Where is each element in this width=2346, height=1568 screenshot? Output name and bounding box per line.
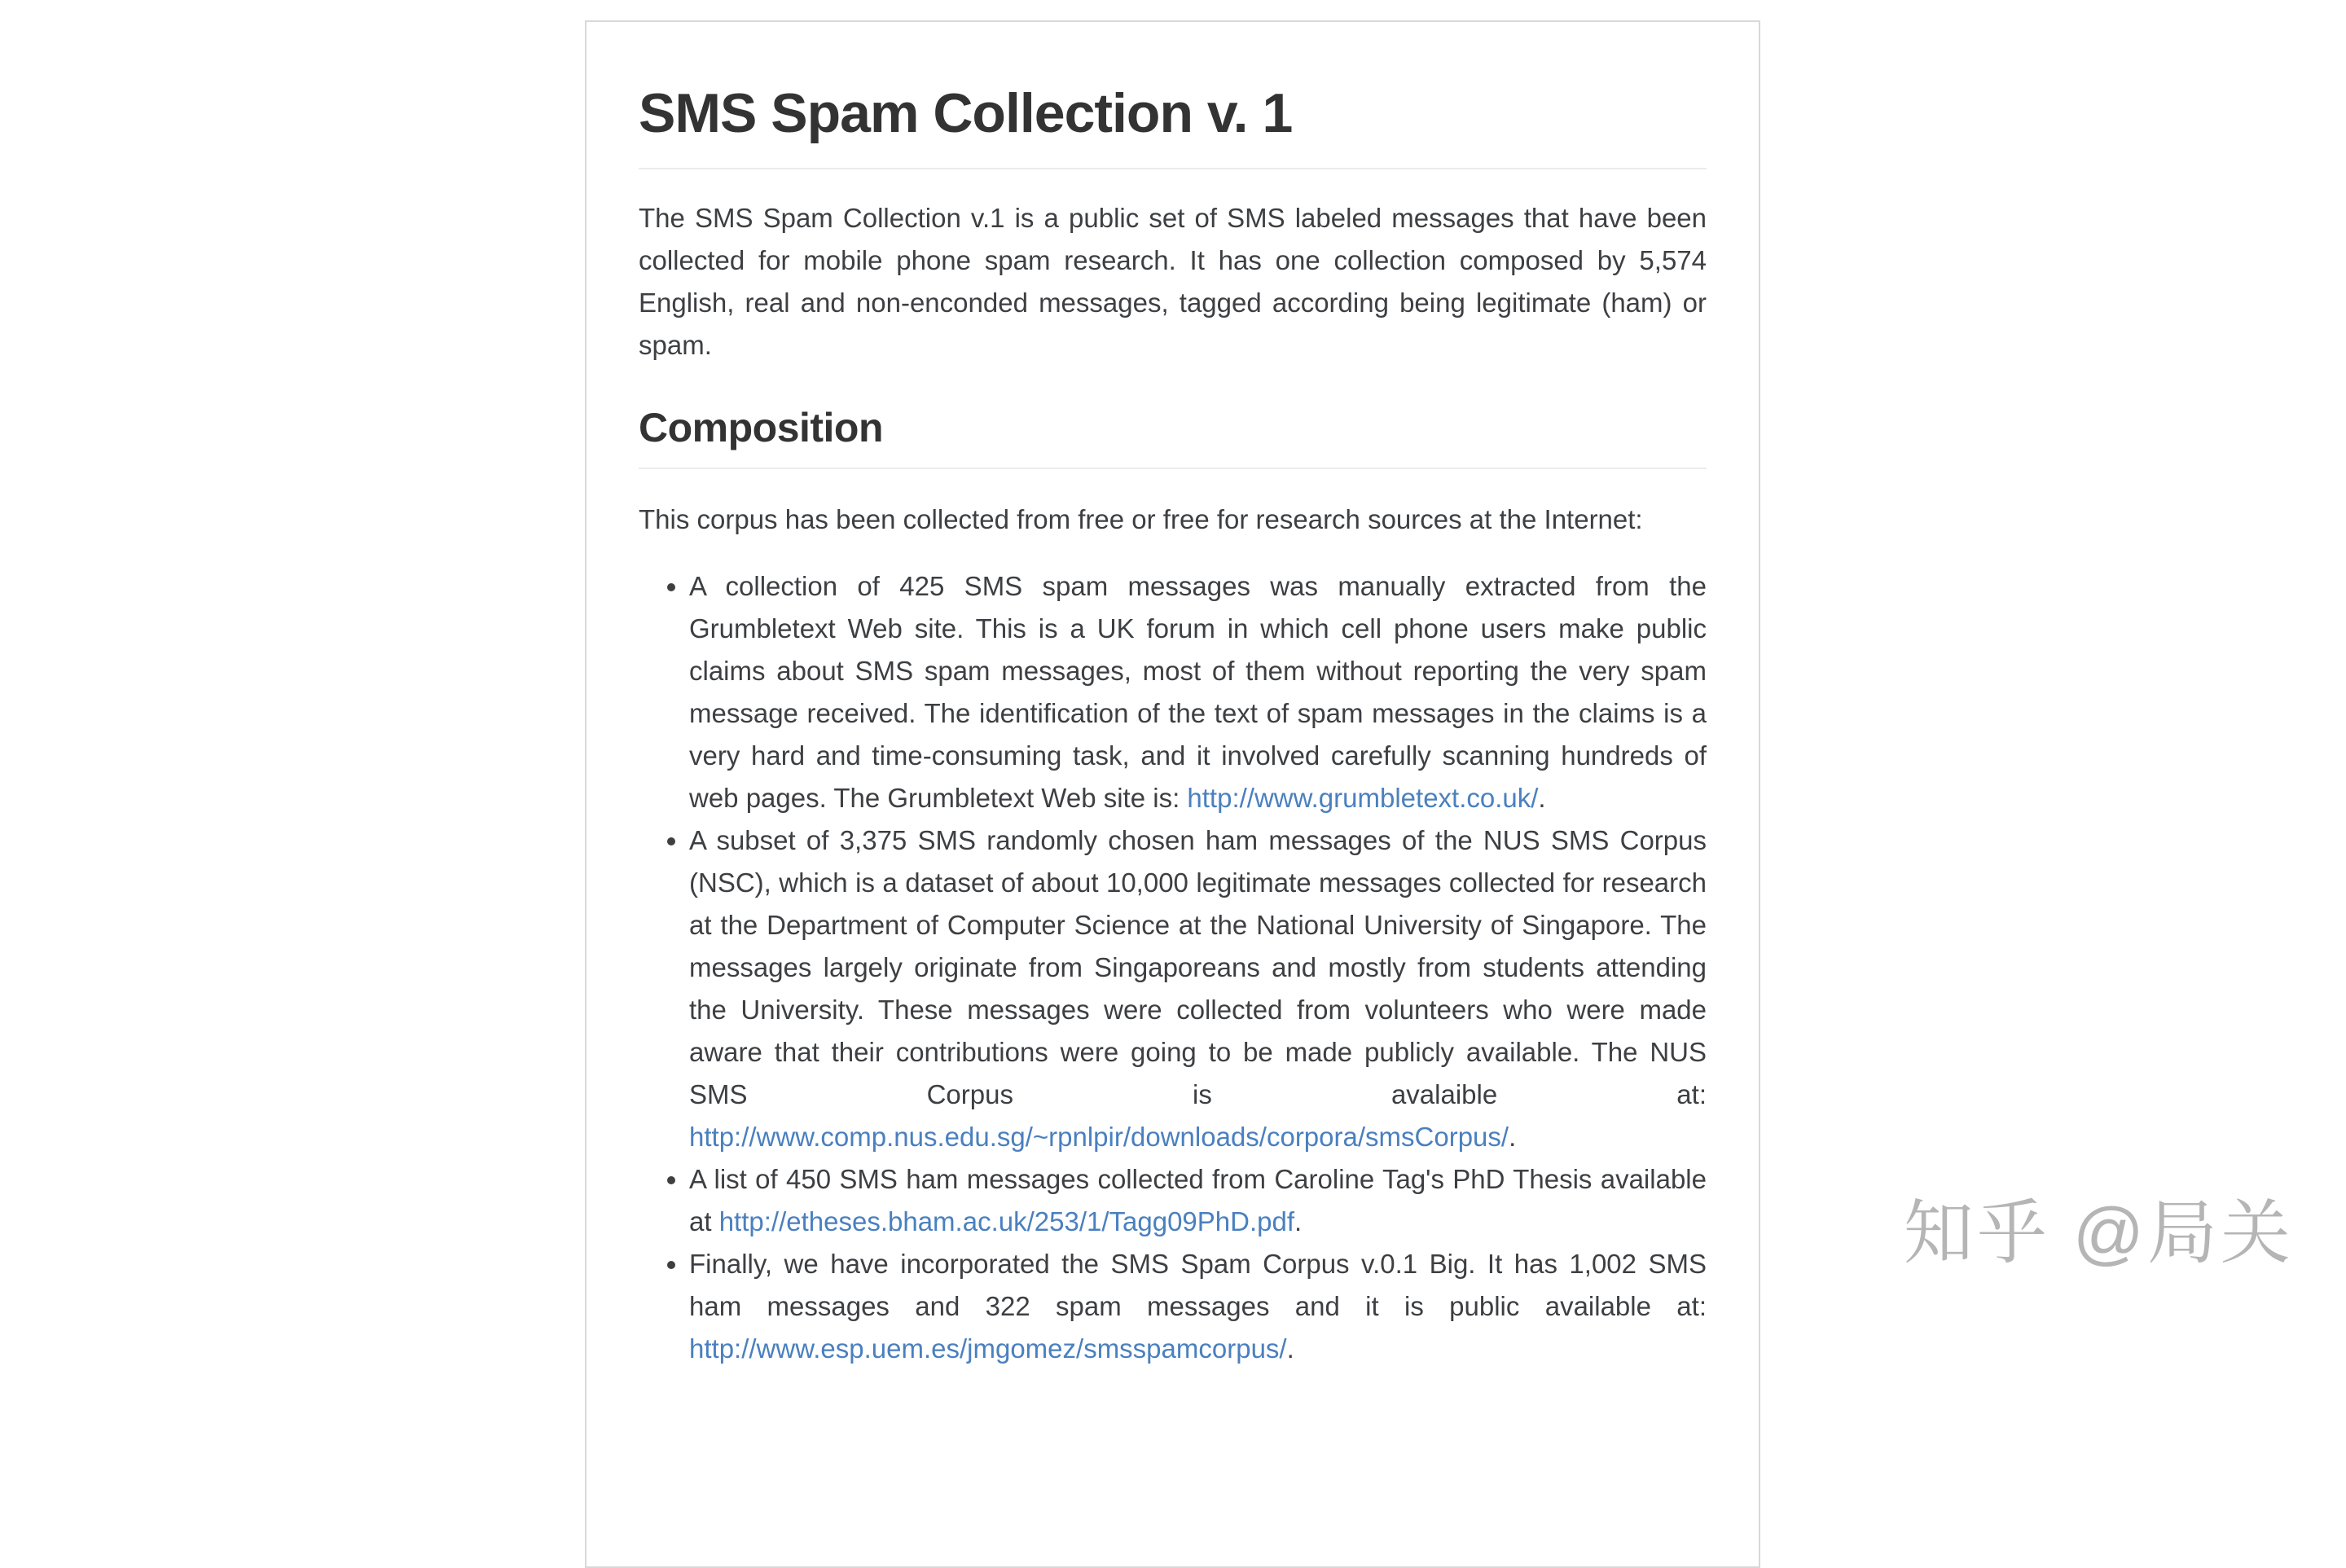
list-item-text: A collection of 425 SMS spam messages was manually extracted from the Grumbletext Web site. This is a UK forum in which cell phone users make public claims about SMS spam messages, most of them without reporting the very spam message received. The identification of the text of spam messages in the claims is a very hard and time-consuming task, and it involved carefully scanning hundreds of web pages. The Grumbletext Web site is: [689, 571, 1707, 813]
list-item-text: A subset of 3,375 SMS randomly chosen ham messages of the NUS SMS Corpus (NSC), which is a dataset of about 10,000 legitimate messages collected for research at the Department of Computer Science at the National University of Singapore. The messages largely originate from Singaporeans and mostly from students attending the University. These messages were collected from volunteers who were made aware that their contributions were going to be made publicly available. The NUS SMS Corpus is avalaible at: [689, 825, 1707, 1109]
source-list [639, 565, 1707, 1370]
composition-intro: This corpus has been collected from free or free for research sources at the Internet: [639, 504, 1643, 534]
grumbletext-link[interactable]: http://www.grumbletext.co.uk/ [1187, 783, 1539, 813]
nus-corpus-link[interactable]: http://www.comp.nus.edu.sg/~rpnlpir/downloads/corpora/smsCorpus/ [689, 1122, 1509, 1152]
list-item-text-after: . [1286, 1333, 1294, 1364]
document-card [585, 20, 1760, 1568]
list-item-grumbletext [689, 565, 1707, 819]
list-item-phd-thesis [689, 1158, 1707, 1243]
smsspamcorpus-link[interactable]: http://www.esp.uem.es/jmgomez/smsspamcorpus/ [689, 1333, 1287, 1364]
list-item-sms-spam-corpus-big [689, 1243, 1707, 1370]
zhihu-watermark: 知乎 @局关 [1903, 1194, 2294, 1272]
list-item-text-after: . [1294, 1206, 1303, 1236]
intro-paragraph: The SMS Spam Collection v.1 is a public set of SMS labeled messages that have been collected for mobile phone spam research. It has one collection composed by 5,574 English, real and non-enconded messages, tagged according being legitimate (ham) or spam. [639, 203, 1707, 360]
list-item-nus-corpus [689, 819, 1707, 1158]
list-item-text: Finally, we have incorporated the SMS Spam Corpus v.0.1 Big. It has 1,002 SMS ham messages and 322 spam messages and it is public available at: [689, 1249, 1707, 1321]
list-item-text-after: . [1538, 783, 1546, 813]
list-item-text: A list of 450 SMS ham messages collected from Caroline Tag's PhD Thesis available at [689, 1164, 1707, 1236]
list-item-text-after: . [1509, 1122, 1517, 1152]
page-title: SMS Spam Collection v. 1 [639, 79, 1707, 169]
section-heading-composition: Composition [639, 404, 1707, 469]
phd-thesis-link[interactable]: http://etheses.bham.ac.uk/253/1/Tagg09PhD.pdf [718, 1206, 1295, 1236]
